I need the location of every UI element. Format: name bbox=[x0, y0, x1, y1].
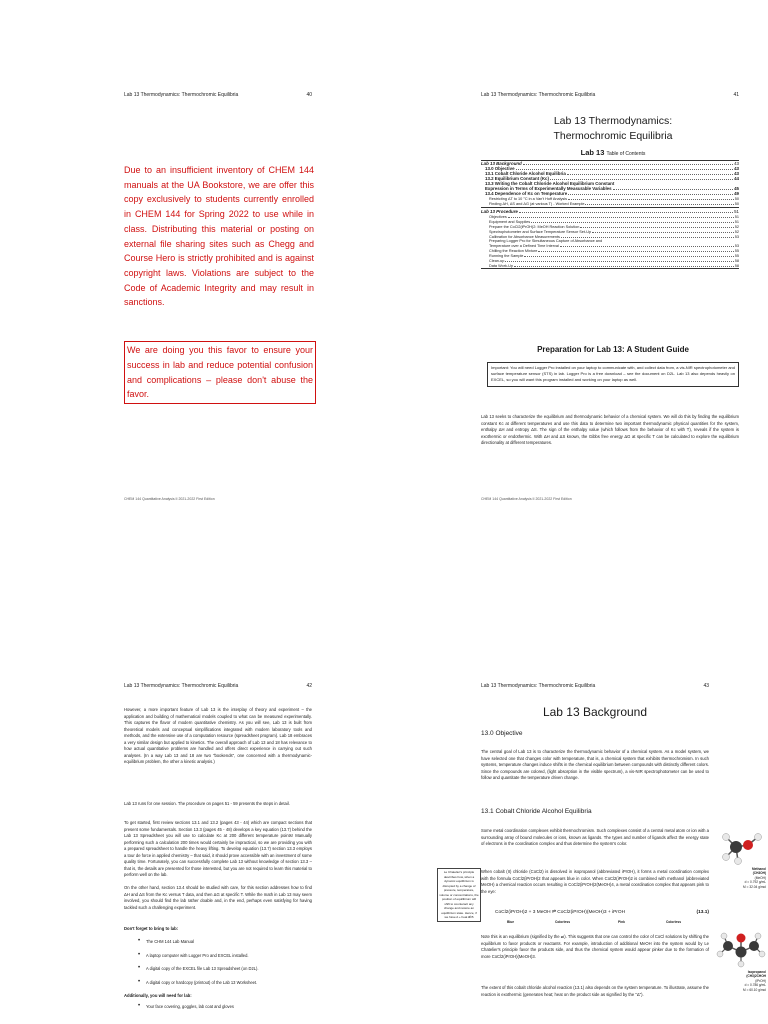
toc-page: 58 bbox=[734, 264, 739, 268]
toc-leader bbox=[560, 243, 734, 247]
toc-page: 51 bbox=[734, 220, 739, 224]
header-title: Lab 13 Thermodynamics: Thermochromic Equilibria bbox=[124, 92, 239, 98]
lab-title-line2: Thermochromic Equilibria bbox=[553, 130, 673, 142]
toc-label: 13.2 Equilibrium Constant (Kc) bbox=[485, 176, 549, 181]
toc-label: Calibration for Absorbance Measurements bbox=[489, 235, 560, 239]
copyright-notice: Due to an insufficient inventory of CHEM 144 manuals at the UA Bookstore, we are offer this copy exclusively to students currently enrolled in CHEM 144 for Spring 2022 to use while in class. Distributing this material or posting on external file sharing sites such as Chegg and Course Hero is strictly prohibited and is against copyright laws. Violations are subject to the Code of Academic Integrity and may result in sanctions. bbox=[124, 165, 314, 308]
toc-leader bbox=[508, 214, 734, 218]
toc-page: 44 bbox=[734, 176, 739, 181]
toc-title-sub: Table of Contents bbox=[606, 151, 646, 157]
toc-page: 51 bbox=[734, 215, 739, 219]
methanol-mass: M = 32.04 g/mol bbox=[743, 884, 766, 889]
page-40 bbox=[124, 92, 428, 512]
toc-label: 13.0 Objective bbox=[485, 166, 515, 171]
page-number: 42 bbox=[306, 683, 312, 689]
toc-page: 50 bbox=[734, 202, 739, 206]
list-item: • The CHM 144 Lab Manual bbox=[138, 939, 312, 953]
toc-label: Restricting ΔT to 10 °C in a Van't Hoff Analysis bbox=[489, 197, 568, 201]
toc-leader bbox=[585, 201, 733, 205]
toc-leader bbox=[550, 176, 733, 180]
isopropanol-formula: (CH3)2CHOH bbox=[746, 974, 766, 979]
objective-text: The central goal of Lab 13 is to characterize the thermodynamic behavior of a chemical system. As a model system, we have selected one that changes color with temperature, that is, a chemical system that exhibits thermochromism. In such systems, temperature changes induce shifts in the chemical equilibrium between compounds with distinctly different colors. Since the compounds are colored, (light absorption in the visible spectrum), a vis-NIR spectrophotometer can be used to follow and quantitate the temperature driven change. bbox=[481, 749, 709, 781]
toc-row[interactable] bbox=[481, 201, 739, 206]
toc-leader bbox=[567, 171, 733, 175]
additional-heading: Additionally, you will need for lab: bbox=[124, 993, 192, 998]
equation-number: (13.1) bbox=[696, 910, 709, 915]
toc-title-lab: Lab 13 bbox=[580, 148, 605, 157]
background-title: Lab 13 Background bbox=[542, 705, 648, 719]
toc-label: Running the Sample bbox=[489, 254, 524, 258]
list-item: • A digital copy of the EXCEL file Lab 13 Spreadsheet (on D2L). bbox=[138, 966, 312, 980]
student-guide-heading: Preparation for Lab 13: A Student Guide bbox=[537, 345, 689, 354]
label-colorless: Colorless bbox=[555, 920, 571, 924]
toc-label: Data Work-Up bbox=[489, 264, 513, 268]
toc-page: 43 bbox=[734, 171, 739, 176]
toc-row[interactable] bbox=[481, 263, 739, 268]
toc-page: 50 bbox=[734, 197, 739, 201]
methanol-abbr: (MeOH) bbox=[754, 875, 766, 880]
header-title: Lab 13 Thermodynamics: Thermochromic Equilibria bbox=[481, 683, 596, 689]
toc-leader bbox=[505, 258, 733, 262]
toc-label: Preparing Logger Pro for Simultaneous Capture of Absorbance and bbox=[489, 239, 603, 243]
isopropanol-caption bbox=[716, 970, 766, 992]
toc-leader bbox=[538, 248, 733, 252]
page-header bbox=[481, 92, 768, 100]
toc-leader bbox=[613, 186, 734, 190]
bring-heading: Don't forget to bring to lab: bbox=[124, 926, 179, 931]
toc-leader bbox=[580, 224, 733, 228]
toc-page: 43 bbox=[734, 166, 739, 171]
toc-leader bbox=[523, 161, 733, 165]
label-pink: Pink bbox=[618, 920, 625, 924]
page-footer: CHEM 144 Quantitative Analysis II 2021-2022 First Edition bbox=[124, 497, 215, 501]
toc-leader bbox=[531, 219, 734, 223]
section-13-1-heading: 13.1 Cobalt Chloride Alcohol Equilibria bbox=[481, 808, 592, 815]
intro-paragraph: Lab 13 seeks to characterize the equilibrium and thermodynamic behavior of a chemical system. We will do this by finding the equilibrium constant Kc at different temperatures and use this data to determine two important thermodynamic physical quantities for the system, enthalpy ΔH and entropy ΔS. The sign of the enthalpy value (which follows from the behavior of Kc with T), reveals if the system is exothermic or endothermic. With ΔH and ΔS known, the Gibbs free energy ΔG at specific T can be calculated to explore the equilibrium directionality at different temperatures. bbox=[481, 414, 739, 446]
toc-label: Chilling the Reaction Mixture bbox=[489, 249, 538, 253]
toc-page: 52 bbox=[734, 225, 739, 229]
header-title: Lab 13 Thermodynamics: Thermochromic Equilibria bbox=[124, 683, 239, 689]
favor-notice-box: We are doing you this favor to ensure your success in lab and reduce potential confusion and complications – please don't abuse the favor. bbox=[124, 341, 316, 404]
list-item: • A laptop computer with Logger Pro and EXCEL installed. bbox=[138, 953, 312, 967]
methanol-formula: (CH3OH) bbox=[752, 871, 766, 876]
toc-label: Temperature over a Defined Time Interval bbox=[489, 244, 559, 248]
methanol-name: Methanol bbox=[752, 867, 766, 871]
isopropanol-abbr: (iPrOH) bbox=[755, 978, 766, 983]
isopropanol-model-icon bbox=[716, 930, 766, 970]
list-item: • Your face covering, goggles, lab coat and gloves bbox=[138, 1004, 312, 1018]
toc-page: 53 bbox=[734, 244, 739, 248]
paragraph: Lab 13 runs for one session. The procedure on pages 51 - 59 presents the steps in detail. bbox=[124, 801, 290, 807]
isopropanol-mass: M = 60.10 g/mol bbox=[743, 987, 766, 992]
lab-title-line1: Lab 13 Thermodynamics: bbox=[553, 115, 673, 127]
toc-page: 43 bbox=[734, 161, 739, 166]
paragraph: The extent of this cobalt chloride alcohol reaction (13.1) also depends on the system temperature. To illustrate, assume the reaction is exothermic (generates heat; heat on the product side as signified by the "Δ"). bbox=[481, 985, 709, 997]
table-of-contents bbox=[481, 160, 739, 269]
page-header bbox=[124, 92, 428, 100]
toc-leader bbox=[524, 253, 733, 257]
paragraph: To get started, first review sections 13.1 and 13.2 (pages 43 - 44) which are compact sections that present some fundamentals. Section 13.3 (pages 45 - 48) develops a key equation (13.7) behind the Lab 13 Spreadsheet you will use to calculate Kc at 200 different temperature points! Manually performing such a calculation 200 times would certainly be impractical, so we are providing you with a prepared spreadsheet to handle the heavy lifting. To develop equation (13.7) section 13.3 employs a tour de force in applied chemistry – that said, it should prove accessible with an investment of some quality time. Fortunately, you can successfully complete Lab 13 without knowledge of section 13.3 – that is, the details are presented for those interested, but you are not required to learn this material to perform well on the lab. bbox=[124, 820, 312, 878]
le-chatelier-sidenote: Le Chatelier's principle describes how, when a dynamic equilibrium is disrupted by a change of pressure, temperature, volume or concentrations, the position of equilibrium will shift to counteract any change and restore an equilibrium state. Hence, if we have A + heat ⇌ B bbox=[437, 868, 481, 922]
toc-label: Finding ΔH, ΔS and ΔG (at various T) - Worked Example bbox=[489, 202, 585, 206]
page-41 bbox=[481, 92, 768, 512]
toc-page: 51 bbox=[734, 209, 739, 214]
list-item: • A digital copy or hardcopy (printout) of the Lab 13 Worksheet. bbox=[138, 980, 312, 994]
page-header bbox=[481, 683, 768, 691]
additional-list bbox=[138, 1004, 312, 1018]
label-colorless: Colorless bbox=[666, 920, 682, 924]
objective-heading: 13.0 Objective bbox=[481, 730, 523, 737]
methanol-caption bbox=[716, 867, 766, 889]
equation-text: CoCl2(iPrOH)2 + 3 MeOH ⇌ CoCl2(iPrOH)(MeOH)3 + iPrOH bbox=[495, 910, 626, 915]
toc-leader bbox=[519, 209, 733, 213]
page-number: 40 bbox=[306, 92, 312, 98]
page-number: 41 bbox=[733, 92, 739, 98]
toc-page: 45 bbox=[734, 186, 739, 191]
toc-label: Clean-up bbox=[489, 259, 505, 263]
toc-page: 58 bbox=[734, 259, 739, 263]
toc-page: 55 bbox=[734, 249, 739, 253]
toc-label: 13.3 Writing the Cobalt Chloride Alcohol Equilibrium Constant bbox=[485, 181, 615, 186]
toc-label: Lab 13 Background bbox=[481, 161, 522, 166]
toc-title bbox=[481, 148, 745, 157]
paragraph: Some metal coordination complexes exhibit thermochromism. Such complexes consist of a central metal atom or ion with a surrounding array of bound molecules or ions, known as ligands. The types and number of ligands affect the energy state of electrons in the coordination complex and thus determine the system's color. bbox=[481, 828, 709, 847]
header-title: Lab 13 Thermodynamics: Thermochromic Equilibria bbox=[481, 92, 596, 98]
paragraph: On the other hand, section 13.4 should be studied with care, for this section addresses how to find ΔH and ΔS from the Kc versus T data, and then ΔG at specific T. While the math in Lab 13 may seem involved, you should find the lab rather doable and, in the end, perhaps even satisfying for having tackled such a challenging experiment. bbox=[124, 885, 312, 910]
isopropanol-name: Isopropanol bbox=[747, 970, 766, 974]
equation-13-1 bbox=[495, 910, 709, 915]
paragraph: When cobalt (II) chloride (CoCl2) is dissolved in isopropanol (abbreviated iPrOH), it forms a metal coordination complex with the formula CoCl2(iPrOH)2 that appears blue in color. When CoCl2(iPrOH)2 is combined with methanol (abbreviated MeOH) a chemical reaction occurs resulting in CoCl2(iPrOH)2(MeOH)4, a metal coordination complex that appears pink to the eye: bbox=[481, 869, 709, 894]
bring-list bbox=[138, 939, 312, 993]
important-note-box: Important: You will need Logger Pro installed on your laptop to communicate with, and collect data from, a vis-NIR spectrophotometer and surface temperature sensor (STS) in lab. Logger Pro is a free download – see the document on D2L. Lab 13 also depends heavily on EXCEL, so you will want this program installed and working on your laptop as well. bbox=[487, 362, 739, 387]
toc-leader bbox=[516, 166, 734, 170]
label-blue: Blue bbox=[507, 920, 515, 924]
isopropanol-molecule bbox=[716, 930, 766, 992]
toc-leader bbox=[514, 263, 734, 267]
toc-label: Spectrophotometer and Surface Temperature Sensor Set-Up bbox=[489, 230, 592, 234]
methanol-model-icon bbox=[716, 827, 766, 867]
toc-label: Lab 13 Procedure bbox=[481, 209, 518, 214]
paragraph: However, a more important feature of Lab 13 is the interplay of theory and experiment – the application and building of mathematical models coupled to what can be measured experimentally. This captures the flavor of modern quantitative chemistry. As you will see, Lab 13 is built from theoretical models and conceptual simplifications integrated with modern laboratory tools and methods, and the extensive use of a computation resource (spreadsheet program). Lab 18 embraces a very similar design but applied to kinetics. The overall approach of Lab 13 and 18 has relevance to how actual quantitative problems are handled and offers direct experience in carrying out such analyses. (In a way Lab 13 and 18 are two "bookends", one concerned with a thermodynamic-equilibrium problem, the other a kinetic analysis.) bbox=[124, 707, 312, 765]
toc-leader bbox=[568, 196, 734, 200]
toc-label: Prepare the CoCl2(iPrOH)2: MeOH Reaction Solution bbox=[489, 225, 580, 229]
page-footer: CHEM 144 Quantitative Analysis II 2021-2022 First Edition bbox=[481, 497, 572, 501]
page-43 bbox=[437, 683, 768, 1024]
paragraph: Note this is an equilibrium (signified by the ⇌). This suggests that one can control the color of CoCl solutions by shifting the equilibrium to favor products or reactants. For example, introduction of additional MeOH into the system would by Le Chatelier's principle favor the products side, and thus the chemical system would appear pinker due to the formation of more CoCl2(iPrOH)(MeOH)3. bbox=[481, 934, 709, 959]
page-42 bbox=[124, 683, 428, 1024]
toc-leader bbox=[592, 229, 734, 233]
lab-title bbox=[481, 114, 745, 144]
toc-leader bbox=[561, 234, 734, 238]
toc-page: 52 bbox=[734, 230, 739, 234]
toc-label: Objectives bbox=[489, 215, 507, 219]
toc-page: 53 bbox=[734, 235, 739, 239]
isopropanol-density: d = 0.786 g/mL bbox=[744, 983, 766, 988]
toc-label: Equipment and Supplies bbox=[489, 220, 531, 224]
toc-page: 49 bbox=[734, 191, 739, 196]
methanol-molecule bbox=[716, 827, 766, 889]
methanol-density: d = 0.792 g/mL bbox=[744, 880, 766, 885]
toc-row[interactable] bbox=[481, 207, 739, 214]
toc-label: 13.4 Dependence of Kc on Temperature bbox=[485, 191, 568, 196]
toc-label: 13.1 Cobalt Chloride Alcohol Equilibria bbox=[485, 171, 566, 176]
toc-leader bbox=[568, 191, 733, 195]
toc-page: 55 bbox=[734, 254, 739, 258]
page-number: 43 bbox=[703, 683, 709, 689]
page-header bbox=[124, 683, 428, 691]
toc-label: Expression in Terms of Experimentally Measurable Variables bbox=[485, 186, 612, 191]
